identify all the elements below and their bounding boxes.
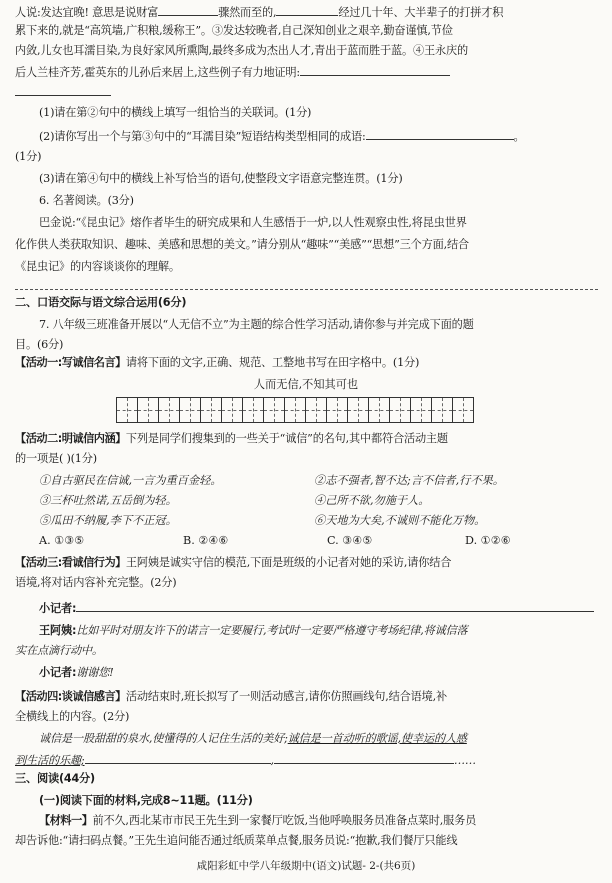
activity-4-tag: 【活动四:谈诚信感言】 — [15, 690, 126, 703]
text-line: 《昆虫记》的内容谈谈你的理解。 — [15, 260, 180, 273]
material-1-tag: 【材料一】 — [39, 814, 93, 827]
activity-1: 【活动一:写诚信名言】请将下面的文字,正确、规范、工整地书写在田字格中。(1分) — [15, 356, 420, 369]
question-5-2: (2)请你写出一个与第③句中的“耳濡目染”短语结构类型相同的成语: 。 — [39, 130, 525, 143]
activity-2-tag: 【活动二:明诚信内涵】 — [15, 432, 126, 445]
grid-cell[interactable] — [221, 397, 243, 423]
option-3: ③三杯吐然诺,五岳倒为轻。 — [39, 494, 177, 507]
question-5-1: (1)请在第②句中的横线上填写一组恰当的关联词。(1分) — [39, 106, 312, 119]
choice-b[interactable]: B. ②④⑥ — [183, 534, 229, 547]
question-5-3: (3)请在第④句中的横线上补写恰当的语句,使整段文字语意完整连贯。(1分) — [39, 172, 403, 185]
grid-cell[interactable] — [284, 397, 306, 423]
choice-d[interactable]: D. ①②⑥ — [465, 534, 511, 547]
text-line — [15, 84, 598, 100]
text-line: 人说:发达宜晚! 意思是说财富 骤然而至的, 经过几十年、大半辈子的打拼才积 — [15, 6, 504, 19]
grid-cell[interactable] — [158, 397, 180, 423]
fill-blank[interactable] — [276, 4, 338, 16]
grid-cell[interactable] — [242, 397, 264, 423]
fill-blank[interactable] — [76, 600, 594, 612]
grid-cell[interactable] — [116, 397, 138, 423]
section-3-title: 三、阅读(44分) — [15, 772, 95, 785]
question-6: 6. 名著阅读。(3分) — [39, 194, 134, 207]
activity-4: 【活动四:谈诚信感言】活动结束时,班长拟写了一则活动感言,请你仿照画线句,结合语境,补 — [15, 690, 447, 703]
fill-blank[interactable] — [300, 64, 450, 76]
text-line: 化作供人类获取知识、趣味、美感和思想的美文。”请分别从“趣味”“美感”“思想”三个方面,结合 — [15, 238, 469, 251]
option-6: ⑥天地为大矣,不诚则不能化万物。 — [314, 514, 486, 527]
text-line: 目。(6分) — [15, 338, 64, 351]
text-line: 巴金说:“《昆虫记》熔作者毕生的研究成果和人生感悟于一炉,以人性观察虫性,将昆虫世界 — [39, 216, 467, 229]
wang-line: 王阿姨:比如平时对朋友许下的诺言一定要履行,考试时一定要严格遵守考场纪律,将诚信落 — [39, 624, 468, 637]
activity-3-tag: 【活动三:看诚信行为】 — [15, 556, 126, 569]
fill-blank[interactable] — [158, 4, 218, 16]
grid-cell[interactable] — [389, 397, 411, 423]
option-5: ⑤瓜田不纳履,李下不正冠。 — [39, 514, 177, 527]
grid-cell[interactable] — [431, 397, 453, 423]
text-line: 却告诉他:“请扫码点餐。”王先生追问能否通过纸质菜单点餐,服务员说:“抱歉,我们餐厅只能线 — [15, 834, 458, 847]
reporter-line: 小记者:谢谢您! — [39, 666, 114, 679]
option-2: ②志不强者,智不达;言不信者,行不果。 — [314, 474, 504, 487]
activity-3: 【活动三:看诚信行为】王阿姨是诚实守信的模范,下面是班级的小记者对她的采访,请你结合 — [15, 556, 452, 569]
question-7: 7. 八年级三班准备开展以“人无信不立”为主题的综合性学习活动,请你参与并完成下面的题 — [39, 318, 474, 331]
choice-c[interactable]: C. ③④⑤ — [327, 534, 373, 547]
grid-cell[interactable] — [368, 397, 390, 423]
grid-cell[interactable] — [410, 397, 432, 423]
activity-1-tag: 【活动一:写诚信名言】 — [15, 356, 126, 369]
section-2-title: 二、口语交际与语文综合运用(6分) — [15, 296, 187, 309]
fill-blank[interactable] — [15, 84, 111, 96]
fill-blank[interactable] — [274, 752, 454, 764]
option-4: ④己所不欲,勿施于人。 — [314, 494, 430, 507]
material-1: 【材料一】前不久,西北某市市民王先生到一家餐厅吃饭,当他呼唤服务员准备点菜时,服务员 — [39, 814, 477, 827]
page-footer: 咸阳彩虹中学八年级期中(语文)试题- 2-(共6页) — [196, 860, 416, 872]
text-line: 全横线上的内容。(2分) — [15, 710, 130, 723]
text-line: 实在点滴行动中。 — [15, 644, 103, 657]
text-line: 到生活的乐趣; , …… — [15, 754, 476, 767]
grid-cell[interactable] — [263, 397, 285, 423]
grid-cell[interactable] — [452, 397, 474, 423]
grid-cell[interactable] — [200, 397, 222, 423]
grid-cell[interactable] — [305, 397, 327, 423]
text-line: 的一项是( )(1分) — [15, 452, 97, 465]
reading-1-title: (一)阅读下面的材料,完成8~11题。(11分) — [39, 794, 253, 807]
text-line: 累下来的,就是“高筑墙,广积粮,缓称王”。③发达较晚者,自己深知创业之艰辛,勤奋谨慎,节俭 — [15, 24, 453, 37]
text-line: 诚信是一股甜甜的泉水,使懂得的人记住生活的美好;诚信是一首动听的歌谣,使幸运的人感 — [39, 732, 467, 745]
grid-cell[interactable] — [347, 397, 369, 423]
activity-2: 【活动二:明诚信内涵】下列是同学们搜集到的一些关于“诚信”的名句,其中都符合活动主题 — [15, 432, 448, 445]
section-divider — [15, 289, 598, 290]
text-line: 内敛,儿女也耳濡目染,为良好家风所熏陶,最终多成为杰出人才,青出于蓝而胜于蓝。④王永庆的 — [15, 44, 468, 57]
reporter-line: 小记者: — [39, 600, 598, 616]
fill-blank[interactable] — [366, 128, 514, 140]
grid-cell[interactable] — [179, 397, 201, 423]
text-line: 语境,将对话内容补充完整。(2分) — [15, 576, 177, 589]
quote-text: 人而无信,不知其可也 — [253, 378, 359, 391]
choice-a[interactable]: A. ①③⑤ — [39, 534, 85, 547]
grid-cell[interactable] — [137, 397, 159, 423]
fill-blank[interactable] — [85, 752, 271, 764]
text-line: (1分) — [15, 150, 42, 163]
grid-cell[interactable] — [326, 397, 348, 423]
tianzige-grid[interactable] — [117, 397, 474, 423]
text-line: 后人兰桂齐芳,霍英东的儿孙后来居上,这些例子有力地证明: — [15, 64, 598, 80]
option-1: ①自古驱民在信诚,一言为重百金轻。 — [39, 474, 222, 487]
